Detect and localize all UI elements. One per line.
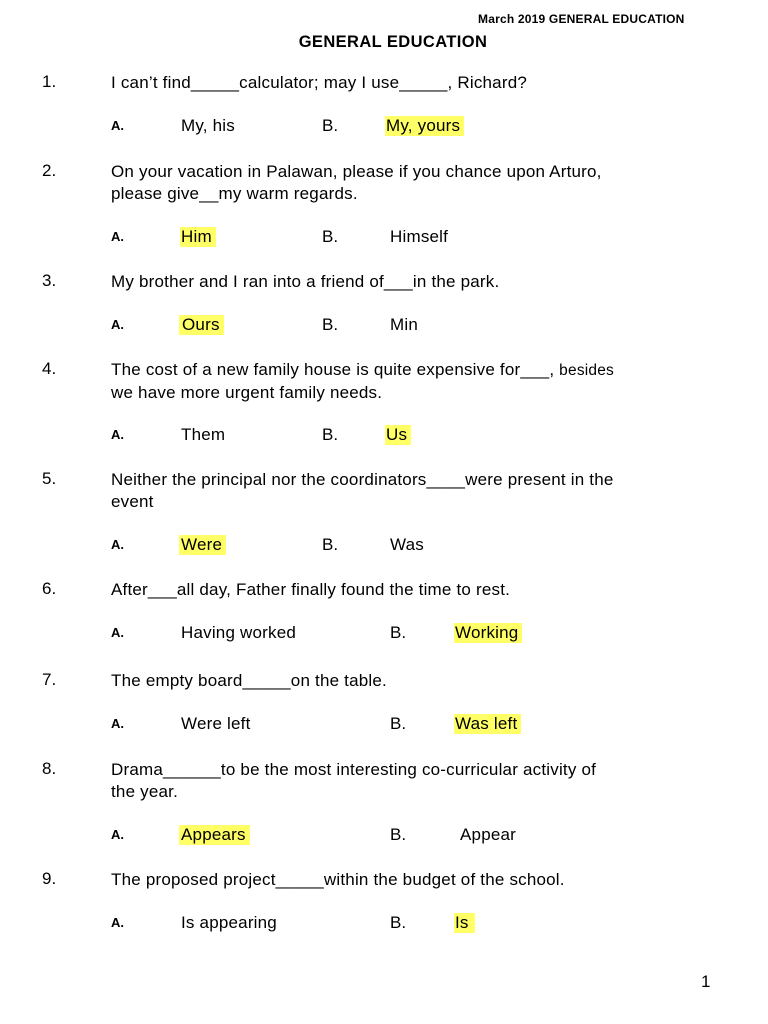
question-text: Drama______to be the most interesting co-curricular activity of the year.: [111, 760, 597, 801]
option-a: Is appearing: [181, 913, 277, 932]
option-b: Was: [390, 535, 424, 554]
option-b: Appear: [460, 825, 517, 844]
question-text: Neither the principal nor the coordinators____were present in the event: [111, 470, 614, 511]
question-text: My brother and I ran into a friend of___in the park.: [111, 272, 500, 291]
question-number: 7.: [42, 670, 57, 689]
option-b-letter: B.: [322, 227, 339, 246]
question-number: 4.: [42, 359, 57, 378]
option-a: My, his: [181, 116, 235, 135]
page-number: 1: [701, 972, 711, 991]
question-text: The empty board_____on the table.: [111, 671, 387, 690]
option-b: Min: [390, 315, 418, 334]
option-b-letter: B.: [322, 535, 339, 554]
option-b-letter: B.: [322, 315, 339, 334]
question-number: 2.: [42, 161, 57, 180]
question-text: The cost of a new family house is quite expensive for___, besides we have more urgent family needs.: [111, 360, 614, 402]
question-text: I can’t find_____calculator; may I use_____, Richard?: [111, 73, 528, 92]
question-text: On your vacation in Palawan, please if you chance upon Arturo, please give__my warm regards.: [111, 162, 602, 203]
option-b-letter: B.: [322, 116, 339, 135]
option-a-letter: A.: [111, 537, 124, 552]
option-a-letter: A.: [111, 915, 124, 930]
question-number: 8.: [42, 759, 57, 778]
option-a-letter: A.: [111, 716, 124, 731]
question-number: 9.: [42, 869, 57, 888]
option-a-letter: A.: [111, 427, 124, 442]
option-a: Having worked: [181, 623, 297, 642]
option-b-letter: B.: [390, 714, 407, 733]
question-number: 6.: [42, 579, 57, 598]
option-b-letter: B.: [390, 825, 407, 844]
question-number: 5.: [42, 469, 57, 488]
option-b-correct: My, yours: [385, 116, 464, 136]
option-b: Himself: [390, 227, 449, 246]
option-b-letter: B.: [390, 913, 407, 932]
option-b-correct: Is: [454, 913, 475, 933]
option-b-correct: Working: [454, 623, 522, 643]
question-text: After___all day, Father finally found the time to rest.: [111, 580, 511, 599]
question-number: 1.: [42, 72, 57, 91]
option-a-letter: A.: [111, 317, 124, 332]
option-a-correct: Were: [179, 535, 226, 555]
option-a-correct: Ours: [179, 315, 224, 335]
option-a-letter: A.: [111, 229, 124, 244]
question-text: The proposed project_____within the budget of the school.: [111, 870, 565, 889]
question-number: 3.: [42, 271, 57, 290]
option-a-letter: A.: [111, 827, 124, 842]
header-note: March 2019 GENERAL EDUCATION: [478, 12, 685, 26]
document-title: GENERAL EDUCATION: [298, 33, 488, 51]
option-b-letter: B.: [390, 623, 407, 642]
option-b-correct: Us: [385, 425, 411, 445]
option-a-letter: A.: [111, 118, 124, 133]
option-a: Were left: [181, 714, 251, 733]
option-b-correct: Was left: [454, 714, 521, 734]
option-a-correct: Him: [180, 227, 216, 247]
option-a: Them: [181, 425, 226, 444]
option-a-correct: Appears: [179, 825, 250, 845]
option-a-letter: A.: [111, 625, 124, 640]
option-b-letter: B.: [322, 425, 339, 444]
